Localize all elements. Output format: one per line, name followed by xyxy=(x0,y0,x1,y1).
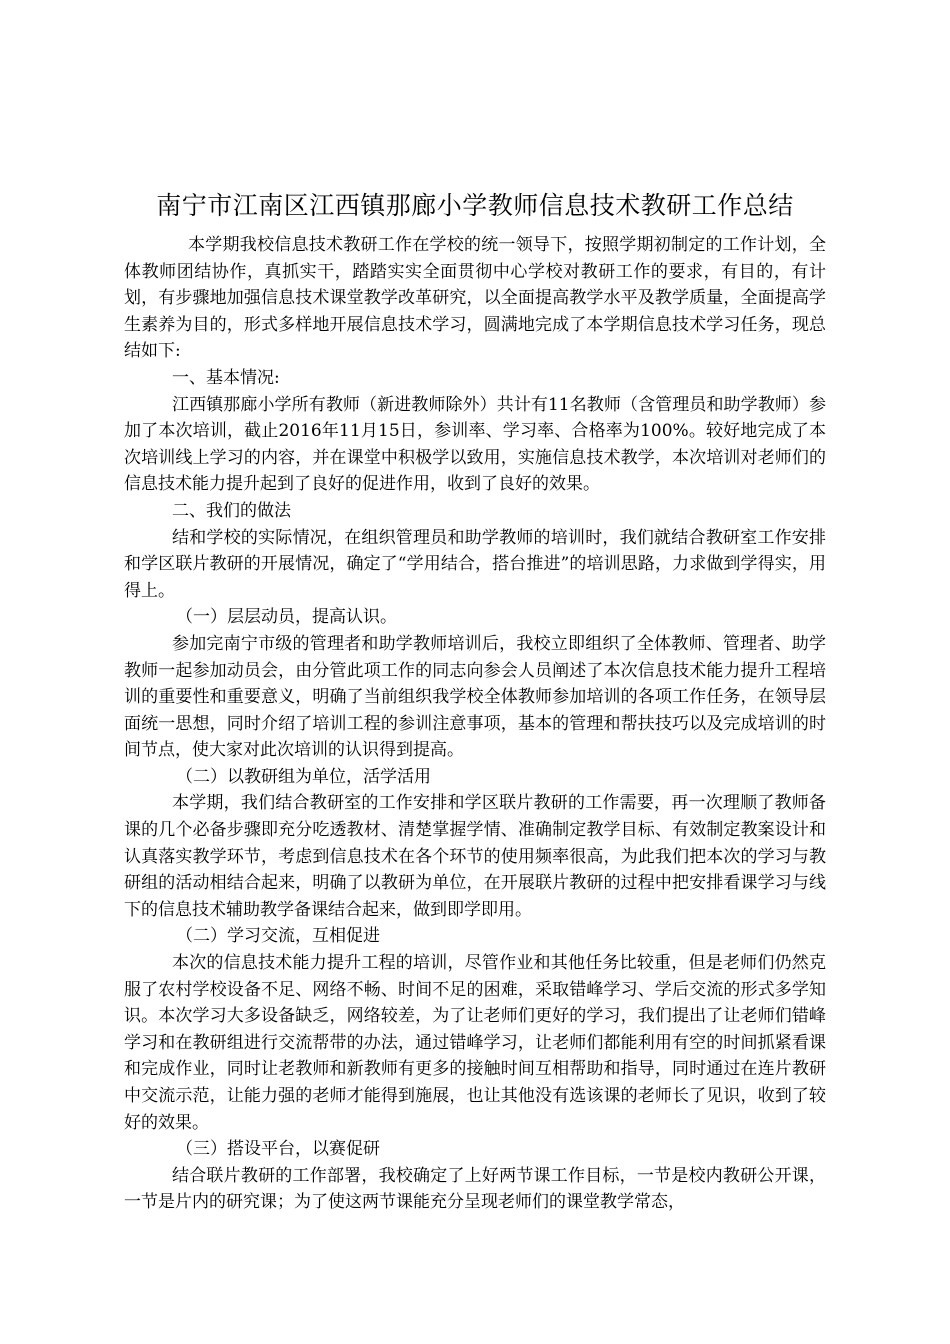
section-heading-basic-situation: 一、基本情况: xyxy=(172,367,280,388)
document-page xyxy=(124,186,826,1216)
paragraph-basic-situation: 江西镇那廊小学所有教师（新进教师除外）共计有11名教师（含管理员和助学教师）参加了本次培训，截止2016年11月15日，参训率、学习率、合格率为100%。较好地完成了本次培训线上学习的内容，并在课堂中积极学以致用，实施信息技术教学，本次培训对老师们的信息技术能力提升起到了良好的促进作用，收到了良好的效果。 xyxy=(124,394,826,495)
subheading-mobilization: （一）层层动员，提高认识。 xyxy=(176,607,397,628)
document-title: 南宁市江南区江西镇那廊小学教师信息技术教研工作总结 xyxy=(156,191,794,220)
intro-paragraph: 本学期我校信息技术教研工作在学校的统一领导下，按照学期初制定的工作计划，全体教师团结协作，真抓实干，踏踏实实全面贯彻中心学校对教研工作的要求，有目的，有计划，有步骤地加强信息技术课堂教学改革研究，以全面提高教学水平及教学质量，全面提高学生素养为目的，形式多样地开展信息技术学习，圆满地完成了本学期信息技术学习任务，现总结如下: xyxy=(124,235,826,362)
section-heading-our-practice: 二、我们的做法 xyxy=(172,500,291,521)
subheading-teaching-groups: （二）以教研组为单位，活学活用 xyxy=(176,766,431,787)
paragraph-exchange: 本次的信息技术能力提升工程的培训，尽管作业和其他任务比较重，但是老师们仍然克服了农村学校设备不足、网络不畅、时间不足的困难，采取错峰学习、学后交流的形式多学知识。本次学习大多设备缺乏，网络较差，为了让老师们更好的学习，我们提出了让老师们错峰学习和在教研组进行交流帮带的办法，通过错峰学习，让老师们都能利用有空的时间抓紧看课和完成作业，同时让老教师和新教师有更多的接触时间互相帮助和指导，同时通过在连片教研中交流示范，让能力强的老师才能得到施展，也让其他没有选该课的老师长了见识，收到了较好的效果。 xyxy=(124,953,826,1133)
paragraph-teaching-groups: 本学期，我们结合教研室的工作安排和学区联片教研的工作需要，再一次理顺了教师备课的几个必备步骤即充分吃透教材、清楚掌握学情、准确制定教学目标、有效制定教案设计和认真落实教学环节，考虑到信息技术在各个环节的使用频率很高，为此我们把本次的学习与教研组的活动相结合起来，明确了以教研为单位，在开展联片教研的过程中把安排看课学习与线下的信息技术辅助教学备课结合起来，做到即学即用。 xyxy=(124,793,826,920)
paragraph-our-practice: 结和学校的实际情况，在组织管理员和助学教师的培训时，我们就结合教研室工作安排和学区联片教研的开展情况，确定了“学用结合，搭台推进”的培训思路，力求做到学得实，用得上。 xyxy=(124,527,826,601)
subheading-exchange: （二）学习交流，互相促进 xyxy=(176,926,380,947)
paragraph-platform: 结合联片教研的工作部署，我校确定了上好两节课工作目标，一节是校内教研公开课，一节是片内的研究课；为了使这两节课能充分呈现老师们的课堂教学常态， xyxy=(124,1165,826,1213)
paragraph-mobilization: 参加完南宁市级的管理者和助学教师培训后，我校立即组织了全体教师、管理者、助学教师一起参加动员会，由分管此项工作的同志向参会人员阐述了本次信息技术能力提升工程培训的重要性和重要意义，明确了当前组织我学校全体教师参加培训的各项工作任务，在领导层面统一思想，同时介绍了培训工程的参训注意事项，基本的管理和帮扶技巧以及完成培训的时间节点，使大家对此次培训的认识得到提高。 xyxy=(124,633,826,761)
subheading-platform: （三）搭设平台，以赛促研 xyxy=(176,1139,380,1160)
